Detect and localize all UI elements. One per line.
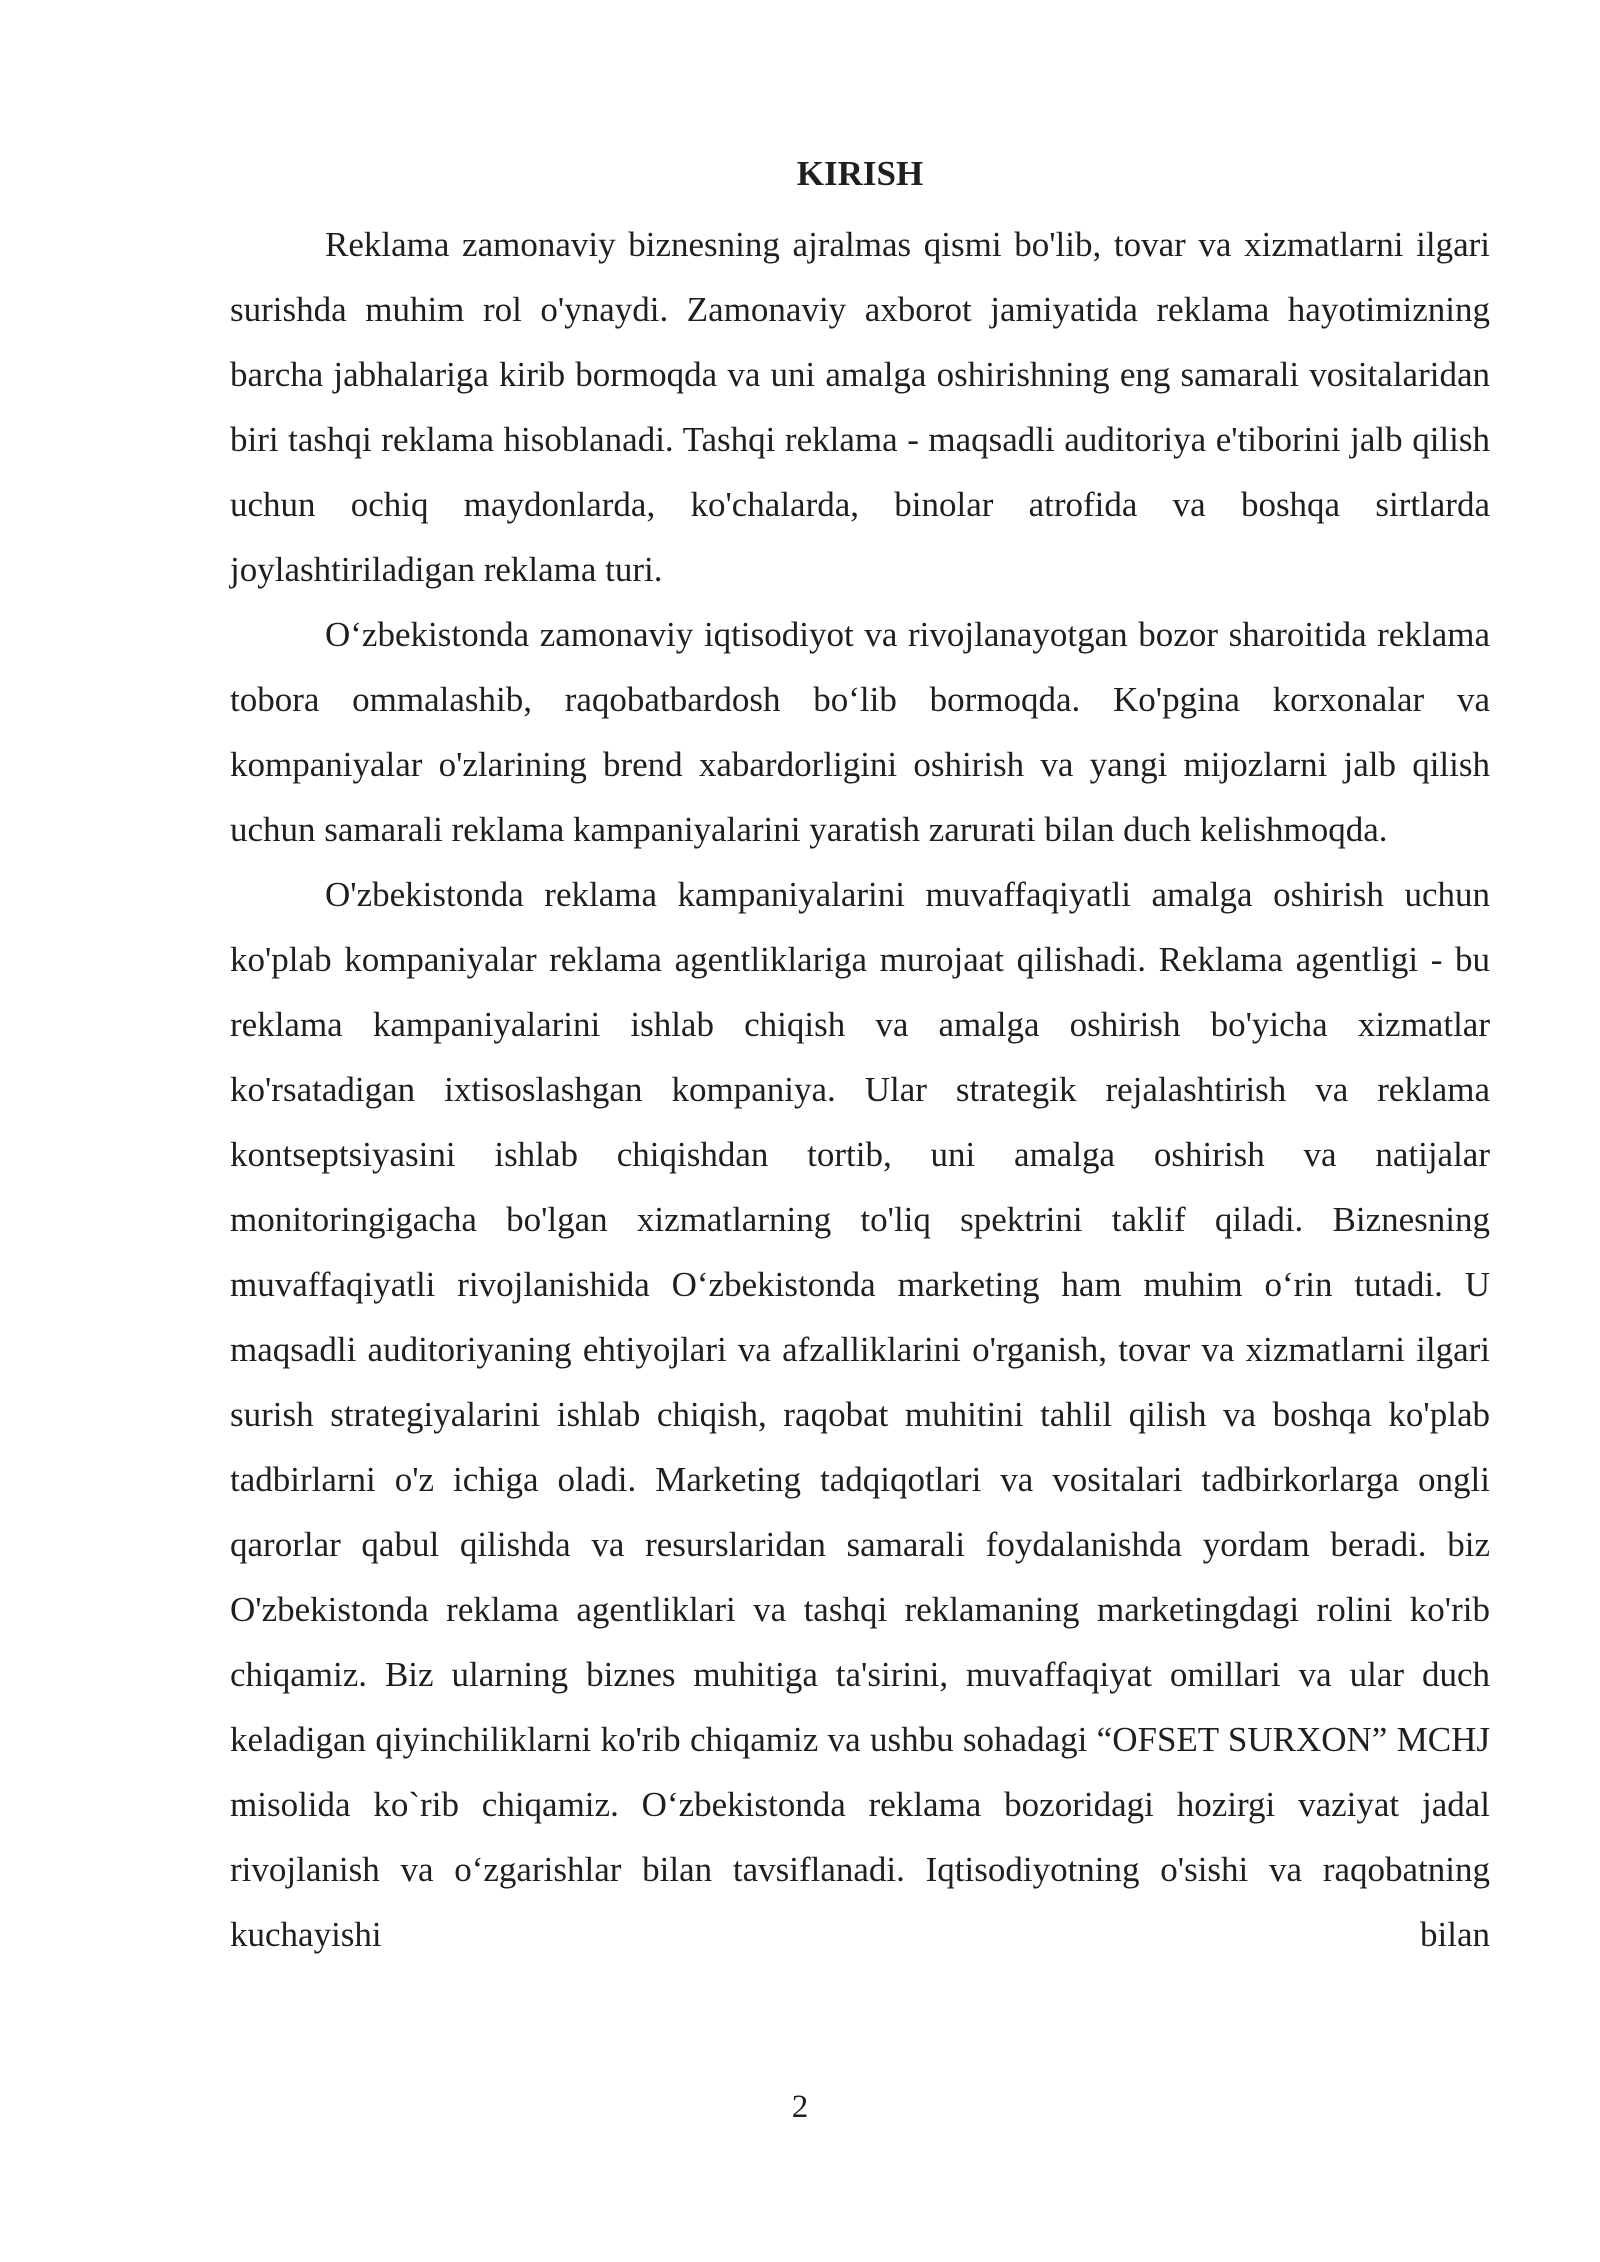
paragraph-1: Reklama zamonaviy biznesning ajralmas qismi bo'lib, tovar va xizmatlarni ilgari surishda muhim rol o'ynaydi. Zamonaviy axborot jamiyatida reklama hayotimizning barcha jabhalariga kirib bormoqda va uni amalga oshirishning eng samarali vositalaridan biri tashqi reklama hisoblanadi. Tashqi reklama - maqsadli auditoriya e'tiborini jalb qilish uchun ochiq maydonlarda, ko'chalarda, binolar atrofida va boshqa sirtlarda joylashtiriladigan reklama turi.: [230, 225, 1490, 589]
page-title: KIRISH: [796, 154, 924, 193]
paragraph-2: O‘zbekistonda zamonaviy iqtisodiyot va rivojlanayotgan bozor sharoitida reklama tobora ommalashib, raqobatbardosh bo‘lib bormoqda. Ko'pgina korxonalar va kompaniyalar o'zlarining brend xabardorligini oshirish va yangi mijozlarni jalb qilish uchun samarali reklama kampaniyalarini yaratish zarurati bilan duch kelishmoqda.: [230, 615, 1490, 849]
page-number: 2: [791, 2089, 809, 2125]
body-text: [230, 212, 1490, 1967]
paragraph-3: O'zbekistonda reklama kampaniyalarini muvaffaqiyatli amalga oshirish uchun ko'plab kompaniyalar reklama agentliklariga murojaat qilishadi. Reklama agentligi - bu reklama kampaniyalarini ishlab chiqish va amalga oshirish bo'yicha xizmatlar ko'rsatadigan ixtisoslashgan kompaniya. Ular strategik rejalashtirish va reklama kontseptsiyasini ishlab chiqishdan tortib, uni amalga oshirish va natijalar monitoringigacha bo'lgan xizmatlarning to'liq spektrini taklif qiladi. Biznesning muvaffaqiyatli rivojlanishida O‘zbekistonda marketing ham muhim o‘rin tutadi. U maqsadli auditoriyaning ehtiyojlari va afzalliklarini o'rganish, tovar va xizmatlarni ilgari surish strategiyalarini ishlab chiqish, raqobat muhitini tahlil qilish va boshqa ko'plab tadbirlarni o'z ichiga oladi. Marketing tadqiqotlari va vositalari tadbirkorlarga ongli qarorlar qabul qilishda va resurslaridan samarali foydalanishda yordam beradi. biz O'zbekistonda reklama agentliklari va tashqi reklamaning marketingdagi rolini ko'rib chiqamiz. Biz ularning biznes muhitiga ta'sirini, muvaffaqiyat omillari va ular duch keladigan qiyinchiliklarni ko'rib chiqamiz va ushbu sohadagi “OFSET SURXON” MCHJ misolida ko`rib chiqamiz. O‘zbekistonda reklama bozoridagi hozirgi vaziyat jadal rivojlanish va o‘zgarishlar bilan tavsiflanadi. Iqtisodiyotning o'sishi va raqobatning kuchayishi bilan: [230, 875, 1490, 1954]
